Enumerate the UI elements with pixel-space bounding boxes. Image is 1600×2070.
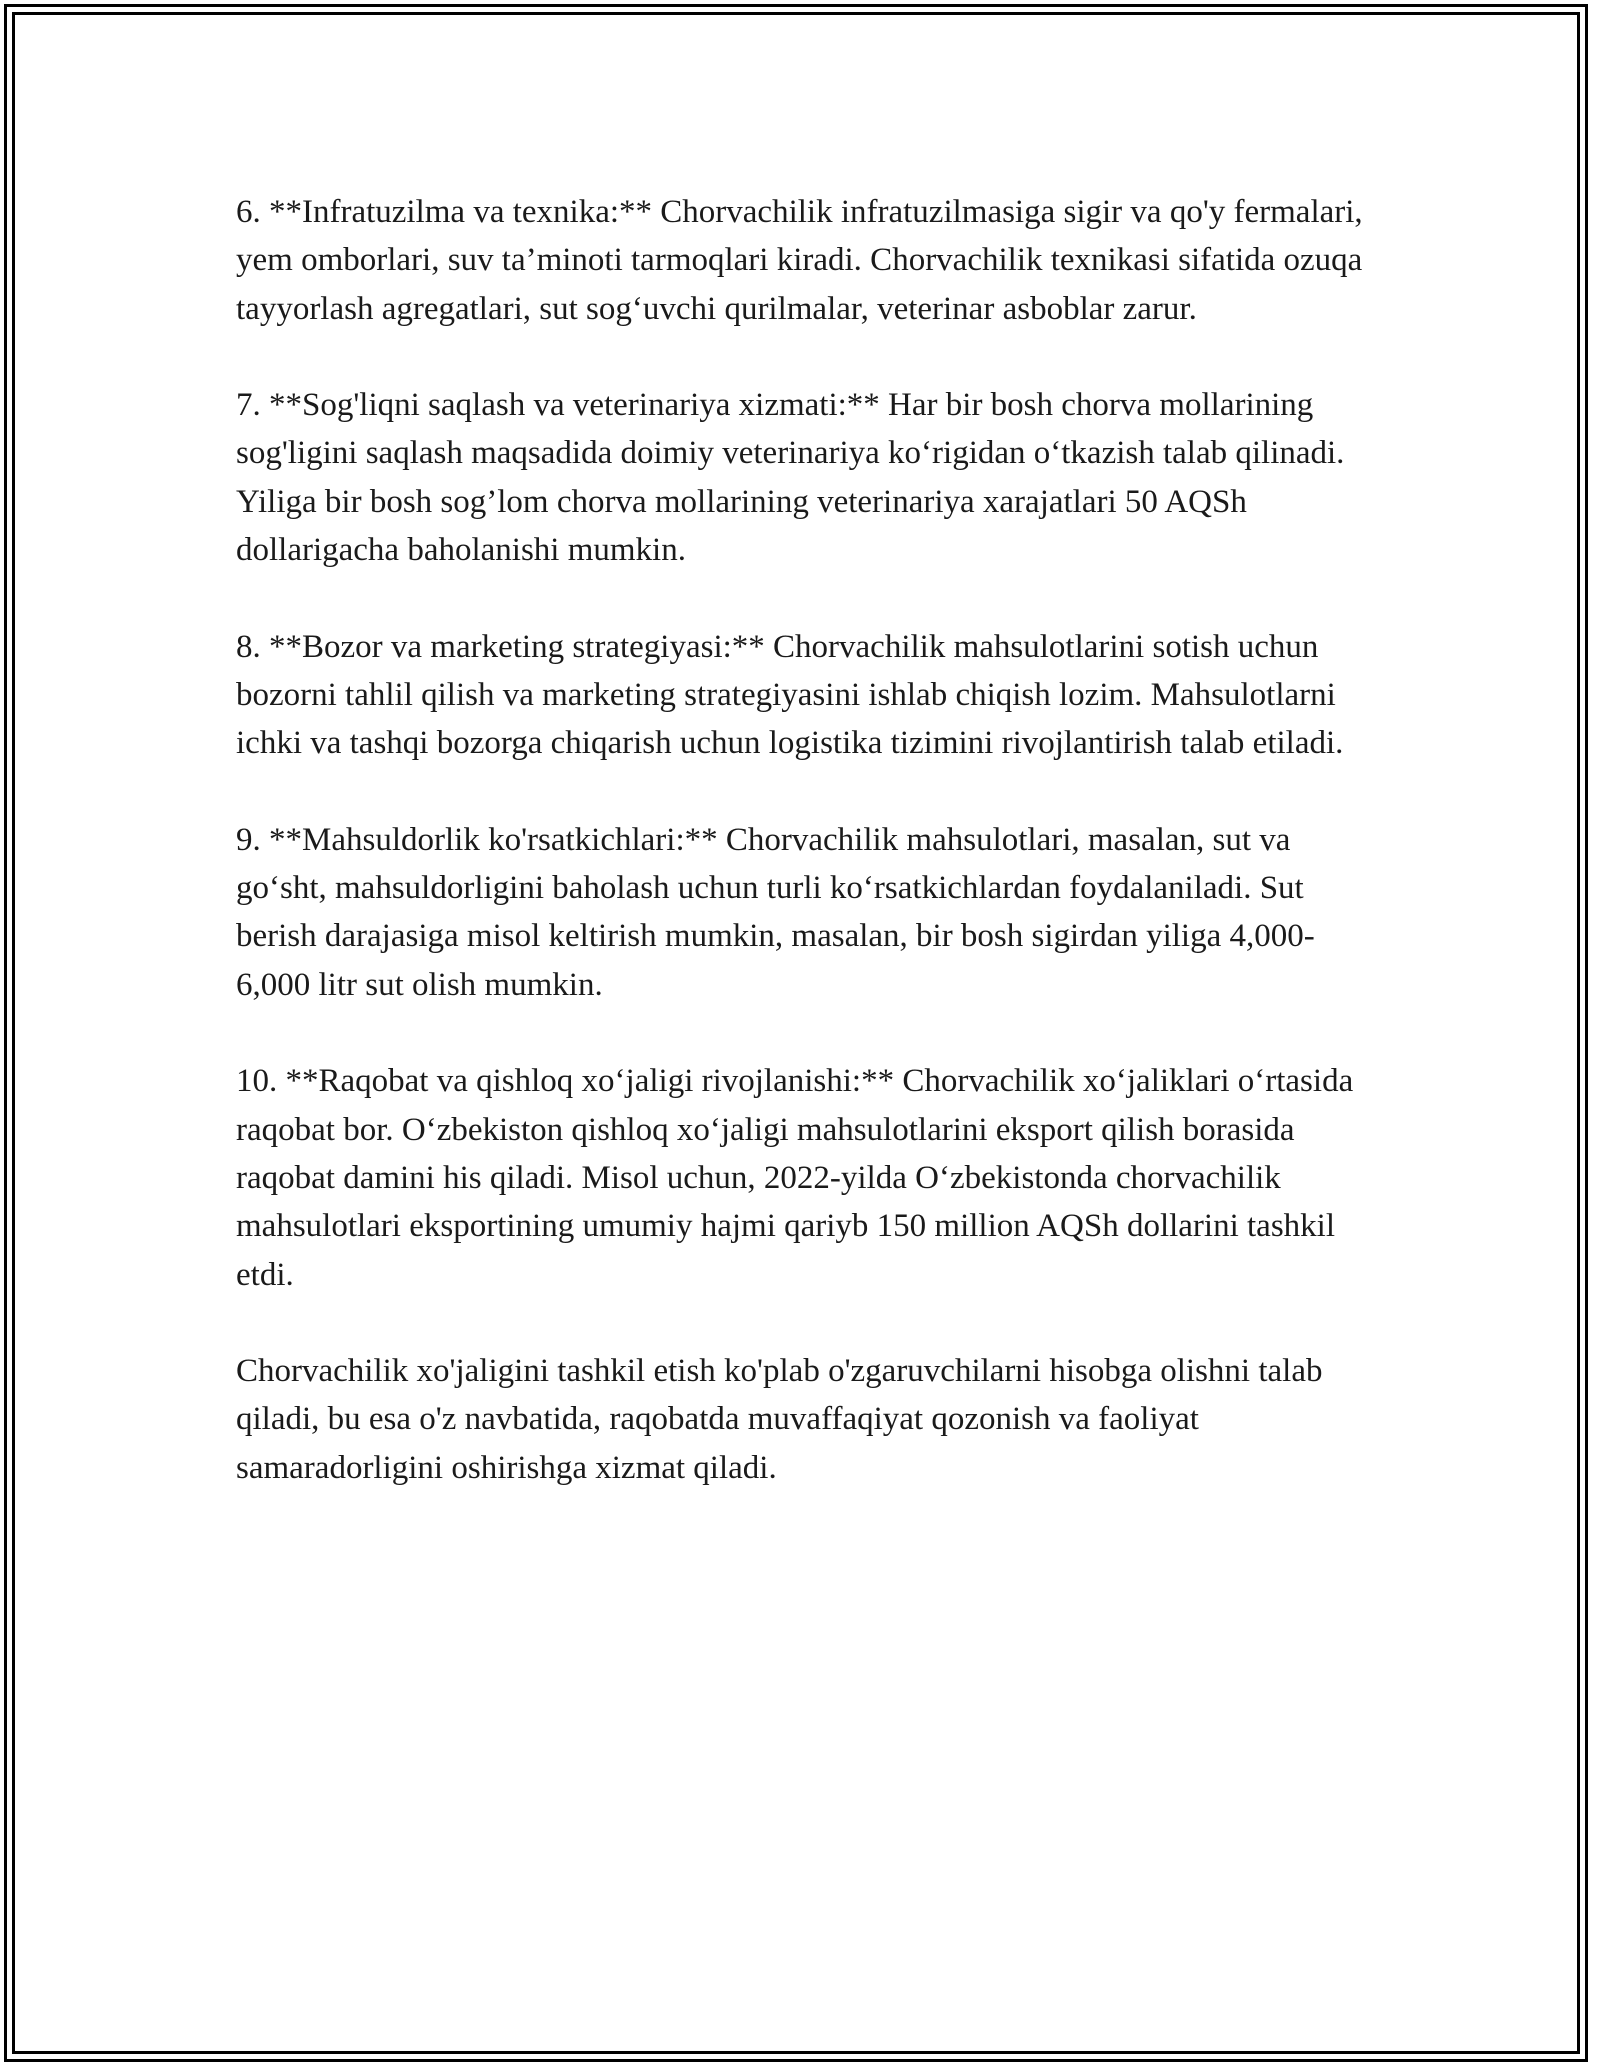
paragraph-veterinary: 7. **Sog'liqni saqlash va veterinariya xizmati:** Har bir bosh chorva mollarining sog'ligini saqlash maqsadida doimiy veterinariya ko‘rigidan o‘tkazish talab qilinadi. Yiliga bir bosh sog’lom chorva mollarining veterinariya xarajatlari 50 AQSh dollarigacha baholanishi mumkin. [236, 387, 1345, 569]
paragraph-marketing: 8. **Bozor va marketing strategiyasi:** Chorvachilik mahsulotlarini sotish uchun bozorni tahlil qilish va marketing strategiyasini ishlab chiqish lozim. Mahsulotlarni ichki va tashqi bozorga chiqarish uchun logistika tizimini rivojlantirish talab etiladi. [236, 628, 1344, 762]
paragraph-infrastructure: 6. **Infratuzilma va texnika:** Chorvachilik infratuzilmasiga sigir va qo'y fermalari, yem omborlari, suv ta’minoti tarmoqlari kiradi. Chorvachilik texnikasi sifatida ozuqa tayyorlash agregatlari, sut sog‘uvchi qurilmalar, veterinar asboblar zarur. [236, 194, 1363, 327]
document-body [236, 188, 1376, 1492]
paragraph-productivity: 9. **Mahsuldorlik ko'rsatkichlari:** Chorvachilik mahsulotlari, masalan, sut va go‘sht, mahsuldorligini baholash uchun turli ko‘rsatkichlardan foydalaniladi. Sut berish darajasiga misol keltirish mumkin, masalan, bir bosh sigirdan yiliga 4,000-6,000 litr sut olish mumkin. [236, 821, 1315, 1003]
paragraph-competition: 10. **Raqobat va qishloq xo‘jaligi rivojlanishi:** Chorvachilik xo‘jaliklari o‘rtasida raqobat bor. O‘zbekiston qishloq xo‘jaligi mahsulotlarini eksport qilish borasida raqobat damini his qiladi. Misol uchun, 2022-yilda O‘zbekistonda chorvachilik mahsulotlari eksportining umumiy hajmi qariyb 150 million AQSh dollarini tashkil etdi. [236, 1063, 1354, 1293]
paragraph-conclusion: Chorvachilik xo'jaligini tashkil etish ko'plab o'zgaruvchilarni hisobga olishni talab qiladi, bu esa o'z navbatida, raqobatda muvaffaqiyat qozonish va faoliyat samaradorligini oshirishga xizmat qiladi. [236, 1353, 1323, 1486]
